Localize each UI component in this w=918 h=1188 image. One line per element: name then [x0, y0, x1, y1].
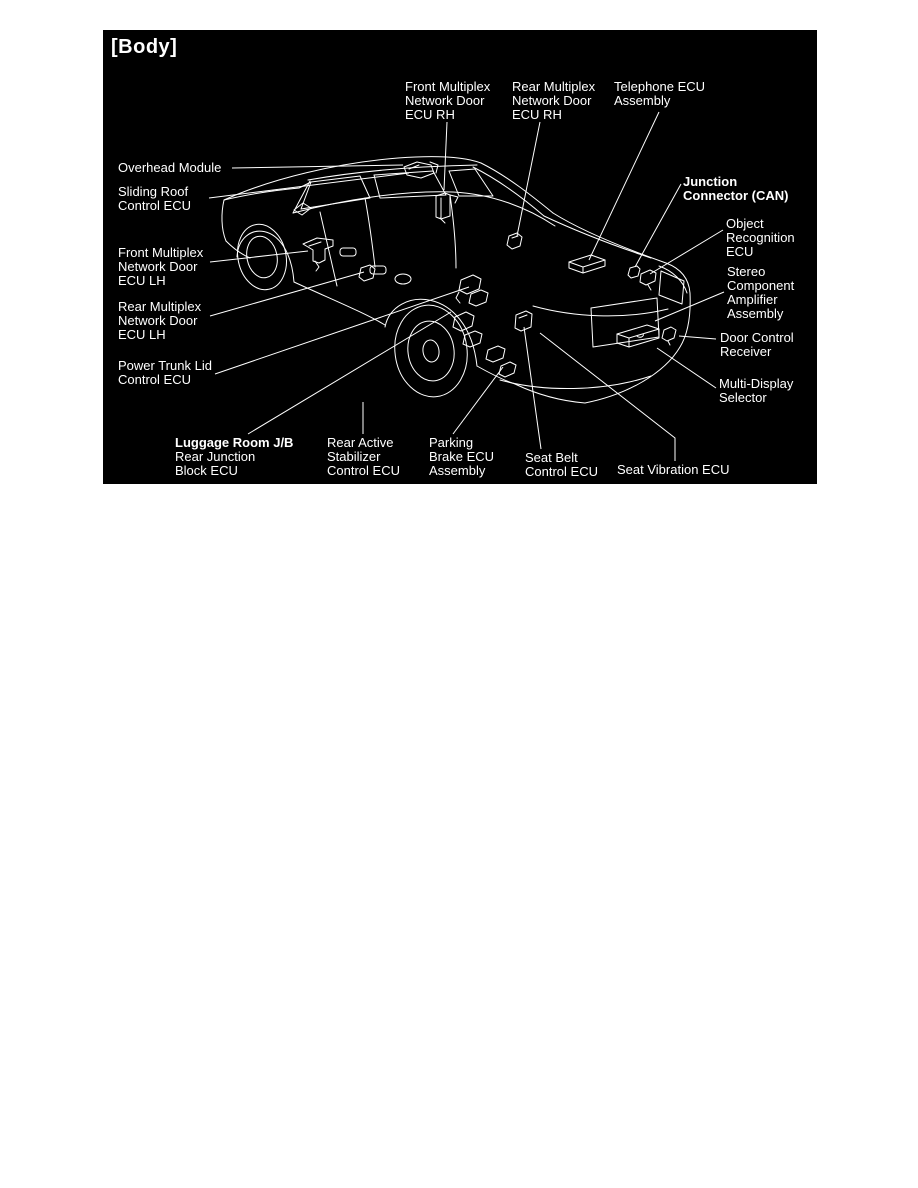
label-front-multiplex-network-door-ecu-rh-line-1: Network Door [405, 93, 485, 108]
label-sliding-roof-control-ecu-line-0: Sliding Roof [118, 184, 189, 199]
fuel-lid [395, 274, 411, 284]
label-rear-multiplex-network-door-ecu-rh-line-2: ECU RH [512, 107, 562, 122]
leader-object-recognition-ecu [650, 230, 723, 274]
label-stereo-component-amplifier-assembly-line-3: Assembly [727, 306, 784, 321]
junction-connector-can-glyph [628, 266, 640, 278]
label-luggage-room-jb-rear-junction-block-ecu-line-2: Block ECU [175, 463, 238, 478]
overhead-module-glyph [404, 162, 438, 178]
label-parking-brake-ecu-assembly-line-0: Parking [429, 435, 474, 450]
label-telephone-ecu-assembly [614, 80, 705, 108]
seat-ecu-glyph [515, 311, 532, 331]
label-luggage-room-jb-rear-junction-block-ecu-line-0: Luggage Room J/B [175, 435, 294, 450]
leader-seat-belt-control-ecu [524, 327, 541, 449]
label-overhead-module [118, 161, 221, 175]
leader-overhead-module [232, 165, 403, 168]
label-rear-multiplex-network-door-ecu-lh [118, 300, 201, 342]
label-object-recognition-ecu-line-1: Recognition [726, 230, 795, 245]
label-rear-multiplex-network-door-ecu-rh [512, 80, 595, 122]
label-front-multiplex-network-door-ecu-lh [118, 246, 203, 288]
label-rear-active-stabilizer-control-ecu-line-1: Stabilizer [327, 449, 381, 464]
label-rear-multiplex-network-door-ecu-lh-line-2: ECU LH [118, 327, 166, 342]
front-door-rh-ecu-glyph [436, 193, 458, 223]
right-taillight [659, 271, 684, 304]
label-rear-multiplex-network-door-ecu-lh-line-1: Network Door [118, 313, 198, 328]
label-front-multiplex-network-door-ecu-rh-line-2: ECU RH [405, 107, 455, 122]
label-rear-multiplex-network-door-ecu-rh-line-1: Network Door [512, 93, 592, 108]
rear-suspension-ecu-cluster-glyph [453, 312, 516, 377]
label-seat-belt-control-ecu [525, 451, 598, 479]
label-seat-belt-control-ecu-line-0: Seat Belt [525, 450, 578, 465]
leader-rear-multiplex-network-door-ecu-rh [517, 122, 540, 236]
object-recognition-ecu-glyph [640, 270, 656, 290]
label-rear-active-stabilizer-control-ecu [327, 436, 400, 478]
diagram-section-title: [Body] [111, 36, 178, 58]
label-door-control-receiver [720, 331, 794, 359]
label-junction-connector-can-line-0: Junction [683, 174, 738, 189]
label-stereo-component-amplifier-assembly-line-1: Component [727, 278, 795, 293]
label-parking-brake-ecu-assembly-line-2: Assembly [429, 463, 486, 478]
label-rear-active-stabilizer-control-ecu-line-0: Rear Active [327, 435, 394, 450]
leader-luggage-room-jb-rear-junction-block-ecu [248, 312, 451, 434]
label-object-recognition-ecu [726, 217, 795, 259]
label-object-recognition-ecu-line-2: ECU [726, 244, 754, 259]
label-sliding-roof-control-ecu [118, 185, 191, 213]
rear-door-rh-ecu-glyph [507, 233, 522, 249]
label-stereo-component-amplifier-assembly [727, 265, 794, 321]
label-multi-display-selector-line-0: Multi-Display [719, 376, 794, 391]
license-plate-recess [591, 298, 659, 347]
label-front-multiplex-network-door-ecu-lh-line-1: Network Door [118, 259, 198, 274]
label-seat-belt-control-ecu-line-1: Control ECU [525, 464, 598, 479]
label-overhead-module-line-0: Overhead Module [118, 160, 222, 175]
label-rear-active-stabilizer-control-ecu-line-2: Control ECU [327, 463, 400, 478]
rear-wheel [389, 300, 473, 401]
label-seat-vibration-ecu-line-0: Seat Vibration ECU [617, 462, 730, 477]
label-telephone-ecu-assembly-line-1: Assembly [614, 93, 671, 108]
leader-multi-display-selector [657, 348, 716, 388]
label-parking-brake-ecu-assembly [429, 436, 494, 478]
ecu-location-diagram [103, 30, 817, 484]
label-stereo-component-amplifier-assembly-line-0: Stereo [727, 264, 766, 279]
door-control-receiver-glyph [662, 327, 676, 345]
front-door-handle [340, 248, 356, 256]
rear-door-window [374, 171, 446, 198]
label-front-multiplex-network-door-ecu-lh-line-0: Front Multiplex [118, 245, 204, 260]
front-door-window [301, 176, 370, 209]
leader-telephone-ecu-assembly [589, 112, 659, 260]
label-rear-multiplex-network-door-ecu-rh-line-0: Rear Multiplex [512, 79, 596, 94]
label-sliding-roof-control-ecu-line-1: Control ECU [118, 198, 191, 213]
telephone-ecu-glyph [569, 255, 605, 273]
label-telephone-ecu-assembly-line-0: Telephone ECU [614, 79, 706, 94]
label-door-control-receiver-line-1: Receiver [720, 344, 772, 359]
label-rear-multiplex-network-door-ecu-lh-line-0: Rear Multiplex [118, 299, 202, 314]
leader-front-multiplex-network-door-ecu-rh [444, 122, 447, 190]
label-luggage-room-jb-rear-junction-block-ecu [175, 436, 293, 478]
label-parking-brake-ecu-assembly-line-1: Brake ECU [429, 449, 495, 464]
label-junction-connector-can [683, 175, 788, 203]
label-door-control-receiver-line-0: Door Control [720, 330, 794, 345]
label-stereo-component-amplifier-assembly-line-2: Amplifier [727, 292, 778, 307]
label-front-multiplex-network-door-ecu-rh [405, 80, 490, 122]
label-multi-display-selector [719, 377, 793, 405]
leader-parking-brake-ecu-assembly [453, 367, 503, 434]
label-front-multiplex-network-door-ecu-lh-line-2: ECU LH [118, 273, 166, 288]
label-luggage-room-jb-rear-junction-block-ecu-line-1: Rear Junction [175, 449, 256, 464]
label-multi-display-selector-line-1: Selector [719, 390, 767, 405]
multi-display-selector-glyph [617, 325, 659, 347]
label-junction-connector-can-line-1: Connector (CAN) [683, 188, 789, 203]
label-power-trunk-lid-control-ecu [118, 359, 212, 387]
leader-junction-connector-can [635, 184, 681, 267]
front-door-lh-ecu-glyph [303, 238, 333, 271]
trunk-ecu-cluster-glyph [456, 275, 488, 306]
label-object-recognition-ecu-line-0: Object [726, 216, 764, 231]
label-front-multiplex-network-door-ecu-rh-line-0: Front Multiplex [405, 79, 491, 94]
leader-rear-multiplex-network-door-ecu-lh [210, 272, 364, 316]
label-power-trunk-lid-control-ecu-line-1: Control ECU [118, 372, 191, 387]
leader-power-trunk-lid-control-ecu [215, 287, 469, 374]
label-power-trunk-lid-control-ecu-line-0: Power Trunk Lid [118, 358, 212, 373]
leader-front-multiplex-network-door-ecu-lh [210, 251, 308, 262]
label-seat-vibration-ecu [617, 463, 730, 477]
leader-lines [209, 112, 724, 461]
